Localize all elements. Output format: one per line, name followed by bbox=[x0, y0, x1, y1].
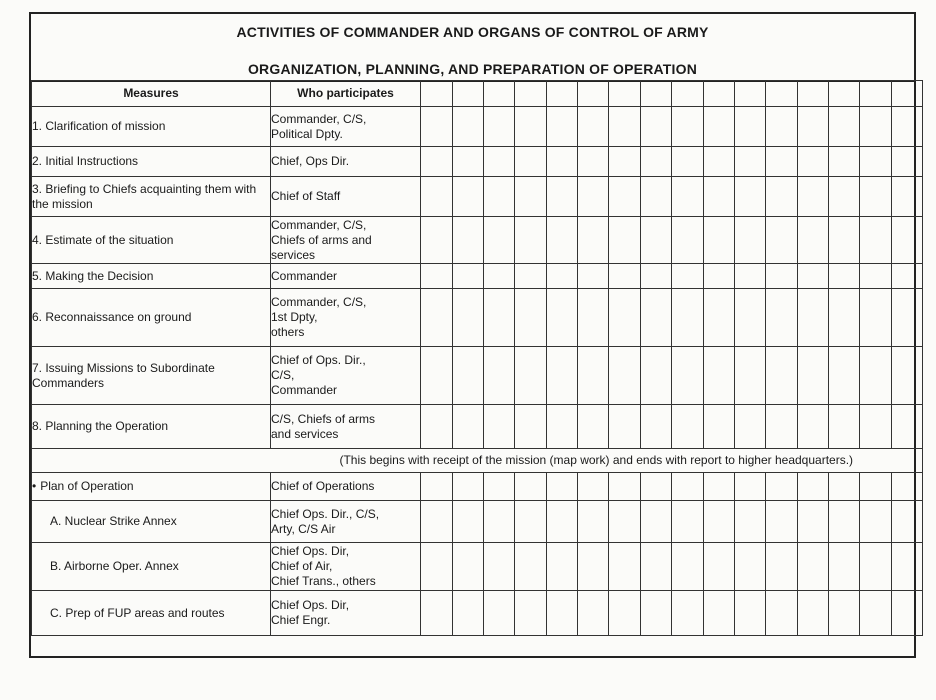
schedule-cell bbox=[609, 347, 641, 405]
participant-line: Chief, Ops Dir. bbox=[271, 154, 350, 168]
form-title: ACTIVITIES OF COMMANDER AND ORGANS OF CONTROL OF ARMY bbox=[236, 24, 709, 40]
schedule-cell bbox=[766, 501, 798, 543]
schedule-cell bbox=[578, 264, 609, 289]
schedule-cell bbox=[892, 264, 923, 289]
schedule-cell bbox=[829, 177, 860, 217]
participant-line: Chief Ops. Dir, bbox=[271, 544, 350, 558]
schedule-cell bbox=[453, 501, 484, 543]
schedule-cell bbox=[484, 81, 515, 107]
schedule-cell bbox=[547, 347, 578, 405]
schedule-cell bbox=[578, 147, 609, 177]
schedule-cell bbox=[578, 107, 609, 147]
table-row bbox=[32, 264, 923, 289]
schedule-cell bbox=[515, 405, 547, 449]
participant-line: Arty, C/S Air bbox=[271, 521, 336, 536]
participant-line: Commander bbox=[271, 383, 338, 397]
schedule-cell bbox=[421, 217, 453, 264]
schedule-cell bbox=[641, 289, 672, 347]
schedule-cell bbox=[829, 591, 860, 636]
measure-text: C. Prep of FUP areas and routes bbox=[50, 605, 225, 620]
schedule-cell bbox=[421, 177, 453, 217]
schedule-cell bbox=[860, 147, 892, 177]
schedule-cell bbox=[515, 543, 547, 591]
participant-line: Chief of Staff bbox=[271, 189, 341, 203]
measure-text: Plan of Operation bbox=[40, 479, 134, 493]
table-row bbox=[32, 217, 923, 264]
schedule-cell bbox=[672, 264, 704, 289]
schedule-cell bbox=[578, 177, 609, 217]
schedule-cell bbox=[484, 501, 515, 543]
participant-line: Chief Ops. Dir., C/S, bbox=[271, 506, 380, 521]
participant-line: Commander, C/S, bbox=[271, 111, 367, 126]
schedule-cell bbox=[547, 217, 578, 264]
measure-text: 2. Initial Instructions bbox=[32, 154, 139, 168]
schedule-cell bbox=[735, 543, 766, 591]
schedule-cell bbox=[860, 405, 892, 449]
schedule-cell bbox=[829, 264, 860, 289]
schedule-cell bbox=[547, 591, 578, 636]
schedule-cell bbox=[453, 405, 484, 449]
schedule-cell bbox=[515, 147, 547, 177]
participant-line: Chief Ops. Dir, bbox=[271, 598, 350, 612]
schedule-cell bbox=[609, 264, 641, 289]
measure-cell bbox=[32, 147, 271, 177]
schedule-cell bbox=[766, 473, 798, 501]
schedule-cell bbox=[829, 501, 860, 543]
participant-line: Chief Trans., others bbox=[271, 574, 376, 588]
schedule-cell bbox=[672, 347, 704, 405]
schedule-cell bbox=[798, 473, 829, 501]
schedule-cell bbox=[766, 405, 798, 449]
form-subtitle: ORGANIZATION, PLANNING, AND PREPARATION OF OPERATION bbox=[247, 61, 698, 77]
schedule-cell bbox=[641, 501, 672, 543]
schedule-cell bbox=[484, 177, 515, 217]
schedule-cell bbox=[766, 107, 798, 147]
measure-cell bbox=[32, 501, 271, 543]
participants-cell bbox=[271, 289, 421, 347]
schedule-cell bbox=[672, 289, 704, 347]
schedule-cell bbox=[515, 217, 547, 264]
measure-text: 1. Clarification of mission bbox=[32, 119, 166, 133]
schedule-cell bbox=[798, 591, 829, 636]
table-row bbox=[32, 107, 923, 147]
schedule-cell bbox=[641, 543, 672, 591]
schedule-cell bbox=[453, 473, 484, 501]
schedule-cell bbox=[672, 107, 704, 147]
participant-line: 1st Dpty, bbox=[271, 310, 318, 324]
schedule-cell bbox=[672, 177, 704, 217]
schedule-cell bbox=[578, 591, 609, 636]
schedule-cell bbox=[641, 217, 672, 264]
schedule-cell bbox=[641, 347, 672, 405]
participant-line: Chief Engr. bbox=[271, 613, 331, 627]
schedule-cell bbox=[766, 543, 798, 591]
schedule-cell bbox=[892, 81, 923, 107]
schedule-cell bbox=[672, 81, 704, 107]
schedule-cell bbox=[798, 107, 829, 147]
schedule-cell bbox=[421, 591, 453, 636]
schedule-cell bbox=[547, 501, 578, 543]
participant-line: C/S, Chiefs of arms bbox=[271, 411, 376, 426]
schedule-cell bbox=[609, 217, 641, 264]
activities-table bbox=[31, 80, 923, 636]
schedule-cell bbox=[484, 473, 515, 501]
table-row bbox=[32, 543, 923, 591]
schedule-cell bbox=[609, 81, 641, 107]
schedule-cell bbox=[421, 473, 453, 501]
schedule-cell bbox=[578, 217, 609, 264]
schedule-cell bbox=[735, 107, 766, 147]
participants-cell bbox=[271, 405, 421, 449]
schedule-cell bbox=[798, 543, 829, 591]
schedule-cell bbox=[704, 107, 735, 147]
schedule-cell bbox=[484, 591, 515, 636]
schedule-cell bbox=[704, 543, 735, 591]
schedule-cell bbox=[484, 347, 515, 405]
table-row bbox=[32, 147, 923, 177]
schedule-cell bbox=[515, 591, 547, 636]
participants-cell bbox=[271, 347, 421, 405]
schedule-cell bbox=[453, 107, 484, 147]
participants-cell bbox=[271, 217, 421, 264]
schedule-cell bbox=[547, 81, 578, 107]
schedule-cell bbox=[892, 177, 923, 217]
schedule-cell bbox=[641, 81, 672, 107]
schedule-cell bbox=[641, 591, 672, 636]
participants-cell bbox=[271, 501, 421, 543]
schedule-cell bbox=[892, 473, 923, 501]
schedule-cell bbox=[641, 177, 672, 217]
participants-cell bbox=[271, 543, 421, 591]
measure-cell bbox=[32, 591, 271, 636]
table-row bbox=[32, 347, 923, 405]
measure-cell bbox=[32, 473, 271, 501]
schedule-cell bbox=[515, 264, 547, 289]
participant-line: Chiefs of arms and bbox=[271, 232, 372, 247]
schedule-cell bbox=[578, 405, 609, 449]
schedule-cell bbox=[704, 473, 735, 501]
participants-cell bbox=[271, 107, 421, 147]
schedule-cell bbox=[609, 473, 641, 501]
schedule-cell bbox=[421, 347, 453, 405]
schedule-cell bbox=[704, 501, 735, 543]
schedule-cell bbox=[515, 81, 547, 107]
schedule-cell bbox=[515, 347, 547, 405]
schedule-cell bbox=[515, 107, 547, 147]
schedule-cell bbox=[515, 501, 547, 543]
schedule-cell bbox=[704, 405, 735, 449]
schedule-cell bbox=[798, 264, 829, 289]
schedule-cell bbox=[735, 289, 766, 347]
schedule-cell bbox=[453, 289, 484, 347]
schedule-cell bbox=[672, 473, 704, 501]
schedule-cell bbox=[735, 177, 766, 217]
schedule-cell bbox=[860, 177, 892, 217]
schedule-cell bbox=[421, 107, 453, 147]
schedule-cell bbox=[892, 147, 923, 177]
note-spacer bbox=[32, 449, 271, 473]
schedule-cell bbox=[735, 217, 766, 264]
participant-line: C/S, bbox=[271, 368, 295, 382]
schedule-cell bbox=[672, 501, 704, 543]
schedule-cell bbox=[547, 177, 578, 217]
schedule-cell bbox=[484, 543, 515, 591]
planning-form bbox=[29, 12, 916, 658]
schedule-cell bbox=[704, 81, 735, 107]
schedule-cell bbox=[641, 264, 672, 289]
schedule-cell bbox=[735, 81, 766, 107]
schedule-cell bbox=[453, 591, 484, 636]
schedule-cell bbox=[609, 289, 641, 347]
title-block bbox=[31, 14, 914, 82]
schedule-cell bbox=[672, 217, 704, 264]
measure-cell bbox=[32, 107, 271, 147]
schedule-cell bbox=[578, 81, 609, 107]
schedule-cell bbox=[704, 147, 735, 177]
measure-cell bbox=[32, 347, 271, 405]
schedule-cell bbox=[798, 405, 829, 449]
schedule-cell bbox=[641, 473, 672, 501]
schedule-cell bbox=[829, 107, 860, 147]
schedule-cell bbox=[609, 147, 641, 177]
schedule-cell bbox=[704, 177, 735, 217]
participant-line: and services bbox=[271, 426, 339, 441]
participant-line: others bbox=[271, 325, 305, 339]
schedule-cell bbox=[704, 591, 735, 636]
header-row bbox=[32, 81, 923, 107]
measure-text: 8. Planning the Operation bbox=[32, 419, 169, 433]
schedule-cell bbox=[766, 264, 798, 289]
schedule-cell bbox=[860, 591, 892, 636]
note-row bbox=[32, 449, 923, 473]
schedule-cell bbox=[829, 217, 860, 264]
schedule-cell bbox=[515, 177, 547, 217]
schedule-cell bbox=[547, 543, 578, 591]
schedule-cell bbox=[453, 177, 484, 217]
schedule-cell bbox=[421, 289, 453, 347]
participants-cell bbox=[271, 147, 421, 177]
schedule-cell bbox=[547, 289, 578, 347]
schedule-cell bbox=[798, 147, 829, 177]
table-row bbox=[32, 289, 923, 347]
schedule-cell bbox=[798, 347, 829, 405]
schedule-cell bbox=[609, 107, 641, 147]
schedule-cell bbox=[672, 591, 704, 636]
bullet-mark: • bbox=[32, 479, 37, 493]
schedule-cell bbox=[704, 217, 735, 264]
measure-text: 5. Making the Decision bbox=[32, 268, 154, 283]
schedule-cell bbox=[421, 81, 453, 107]
participants-cell bbox=[271, 264, 421, 289]
schedule-cell bbox=[735, 147, 766, 177]
schedule-cell bbox=[766, 347, 798, 405]
schedule-cell bbox=[735, 501, 766, 543]
measure-text: 7. Issuing Missions to Subordinate Commanders bbox=[32, 360, 215, 390]
schedule-cell bbox=[641, 107, 672, 147]
schedule-cell bbox=[453, 147, 484, 177]
participant-line: Chief of Operations bbox=[271, 479, 375, 493]
schedule-cell bbox=[421, 264, 453, 289]
table-row bbox=[32, 501, 923, 543]
measure-cell bbox=[32, 217, 271, 264]
schedule-cell bbox=[829, 81, 860, 107]
schedule-cell bbox=[547, 405, 578, 449]
schedule-cell bbox=[860, 289, 892, 347]
schedule-cell bbox=[766, 591, 798, 636]
schedule-cell bbox=[453, 81, 484, 107]
schedule-cell bbox=[609, 177, 641, 217]
schedule-cell bbox=[860, 473, 892, 501]
schedule-cell bbox=[860, 264, 892, 289]
schedule-cell bbox=[453, 264, 484, 289]
schedule-cell bbox=[547, 147, 578, 177]
measure-cell bbox=[32, 177, 271, 217]
schedule-cell bbox=[453, 543, 484, 591]
schedule-cell bbox=[892, 217, 923, 264]
measure-text: B. Airborne Oper. Annex bbox=[50, 559, 179, 573]
schedule-cell bbox=[641, 405, 672, 449]
schedule-cell bbox=[421, 501, 453, 543]
schedule-cell bbox=[860, 347, 892, 405]
schedule-cell bbox=[860, 501, 892, 543]
schedule-cell bbox=[735, 264, 766, 289]
measure-text: 6. Reconnaissance on ground bbox=[32, 310, 192, 324]
schedule-cell bbox=[547, 264, 578, 289]
measure-text: 3. Briefing to Chiefs acquainting them with the mission bbox=[32, 181, 257, 211]
schedule-cell bbox=[609, 501, 641, 543]
measure-text: 4. Estimate of the situation bbox=[32, 232, 174, 247]
schedule-cell bbox=[704, 289, 735, 347]
schedule-cell bbox=[484, 217, 515, 264]
schedule-cell bbox=[515, 289, 547, 347]
schedule-cell bbox=[547, 107, 578, 147]
participant-line: Chief of Ops. Dir., bbox=[271, 353, 366, 367]
schedule-cell bbox=[484, 147, 515, 177]
schedule-cell bbox=[766, 289, 798, 347]
participant-line: Commander, C/S, bbox=[271, 295, 367, 309]
table-row bbox=[32, 177, 923, 217]
schedule-cell bbox=[421, 147, 453, 177]
schedule-cell bbox=[892, 543, 923, 591]
schedule-cell bbox=[735, 405, 766, 449]
schedule-cell bbox=[484, 289, 515, 347]
schedule-cell bbox=[829, 347, 860, 405]
schedule-cell bbox=[766, 217, 798, 264]
schedule-cell bbox=[829, 543, 860, 591]
schedule-cell bbox=[609, 543, 641, 591]
schedule-cell bbox=[766, 177, 798, 217]
schedule-cell bbox=[829, 289, 860, 347]
schedule-cell bbox=[829, 405, 860, 449]
table-row bbox=[32, 473, 923, 501]
schedule-cell bbox=[547, 473, 578, 501]
schedule-cell bbox=[892, 501, 923, 543]
schedule-cell bbox=[578, 289, 609, 347]
participant-line: services bbox=[271, 247, 316, 262]
schedule-cell bbox=[860, 81, 892, 107]
schedule-cell bbox=[892, 347, 923, 405]
schedule-cell bbox=[578, 543, 609, 591]
schedule-cell bbox=[484, 264, 515, 289]
schedule-cell bbox=[484, 405, 515, 449]
schedule-cell bbox=[453, 217, 484, 264]
schedule-cell bbox=[578, 473, 609, 501]
schedule-cell bbox=[453, 347, 484, 405]
participant-line: Chief of Air, bbox=[271, 559, 333, 573]
measure-cell bbox=[32, 405, 271, 449]
schedule-cell bbox=[672, 405, 704, 449]
schedule-cell bbox=[421, 543, 453, 591]
schedule-cell bbox=[515, 473, 547, 501]
participant-line: Commander bbox=[271, 268, 338, 283]
schedule-cell bbox=[892, 591, 923, 636]
table-row bbox=[32, 405, 923, 449]
schedule-cell bbox=[578, 501, 609, 543]
schedule-cell bbox=[672, 543, 704, 591]
participant-line: Political Dpty. bbox=[271, 126, 343, 141]
schedule-cell bbox=[672, 147, 704, 177]
schedule-cell bbox=[641, 147, 672, 177]
schedule-cell bbox=[766, 147, 798, 177]
participants-cell bbox=[271, 473, 421, 501]
measures-header: Measures bbox=[32, 81, 271, 107]
schedule-cell bbox=[829, 147, 860, 177]
schedule-cell bbox=[421, 405, 453, 449]
schedule-cell bbox=[735, 347, 766, 405]
schedule-cell bbox=[735, 591, 766, 636]
schedule-cell bbox=[798, 501, 829, 543]
schedule-cell bbox=[798, 81, 829, 107]
schedule-cell bbox=[829, 473, 860, 501]
note-text: (This begins with receipt of the mission (map work) and ends with report to higher headquarters.) bbox=[271, 449, 923, 473]
measure-cell bbox=[32, 543, 271, 591]
schedule-cell bbox=[798, 289, 829, 347]
schedule-cell bbox=[860, 543, 892, 591]
measure-cell bbox=[32, 264, 271, 289]
measure-cell bbox=[32, 289, 271, 347]
schedule-cell bbox=[892, 405, 923, 449]
participants-cell bbox=[271, 591, 421, 636]
schedule-cell bbox=[860, 107, 892, 147]
schedule-cell bbox=[484, 107, 515, 147]
schedule-cell bbox=[704, 264, 735, 289]
measure-text: A. Nuclear Strike Annex bbox=[50, 514, 177, 528]
schedule-cell bbox=[860, 217, 892, 264]
schedule-cell bbox=[578, 347, 609, 405]
participants-cell bbox=[271, 177, 421, 217]
schedule-cell bbox=[892, 107, 923, 147]
participant-line: Commander, C/S, bbox=[271, 217, 367, 232]
table-row bbox=[32, 591, 923, 636]
participants-header: Who participates bbox=[271, 81, 421, 107]
schedule-cell bbox=[892, 289, 923, 347]
schedule-cell bbox=[735, 473, 766, 501]
schedule-cell bbox=[609, 591, 641, 636]
schedule-cell bbox=[798, 177, 829, 217]
schedule-cell bbox=[766, 81, 798, 107]
schedule-cell bbox=[704, 347, 735, 405]
schedule-cell bbox=[798, 217, 829, 264]
schedule-cell bbox=[609, 405, 641, 449]
